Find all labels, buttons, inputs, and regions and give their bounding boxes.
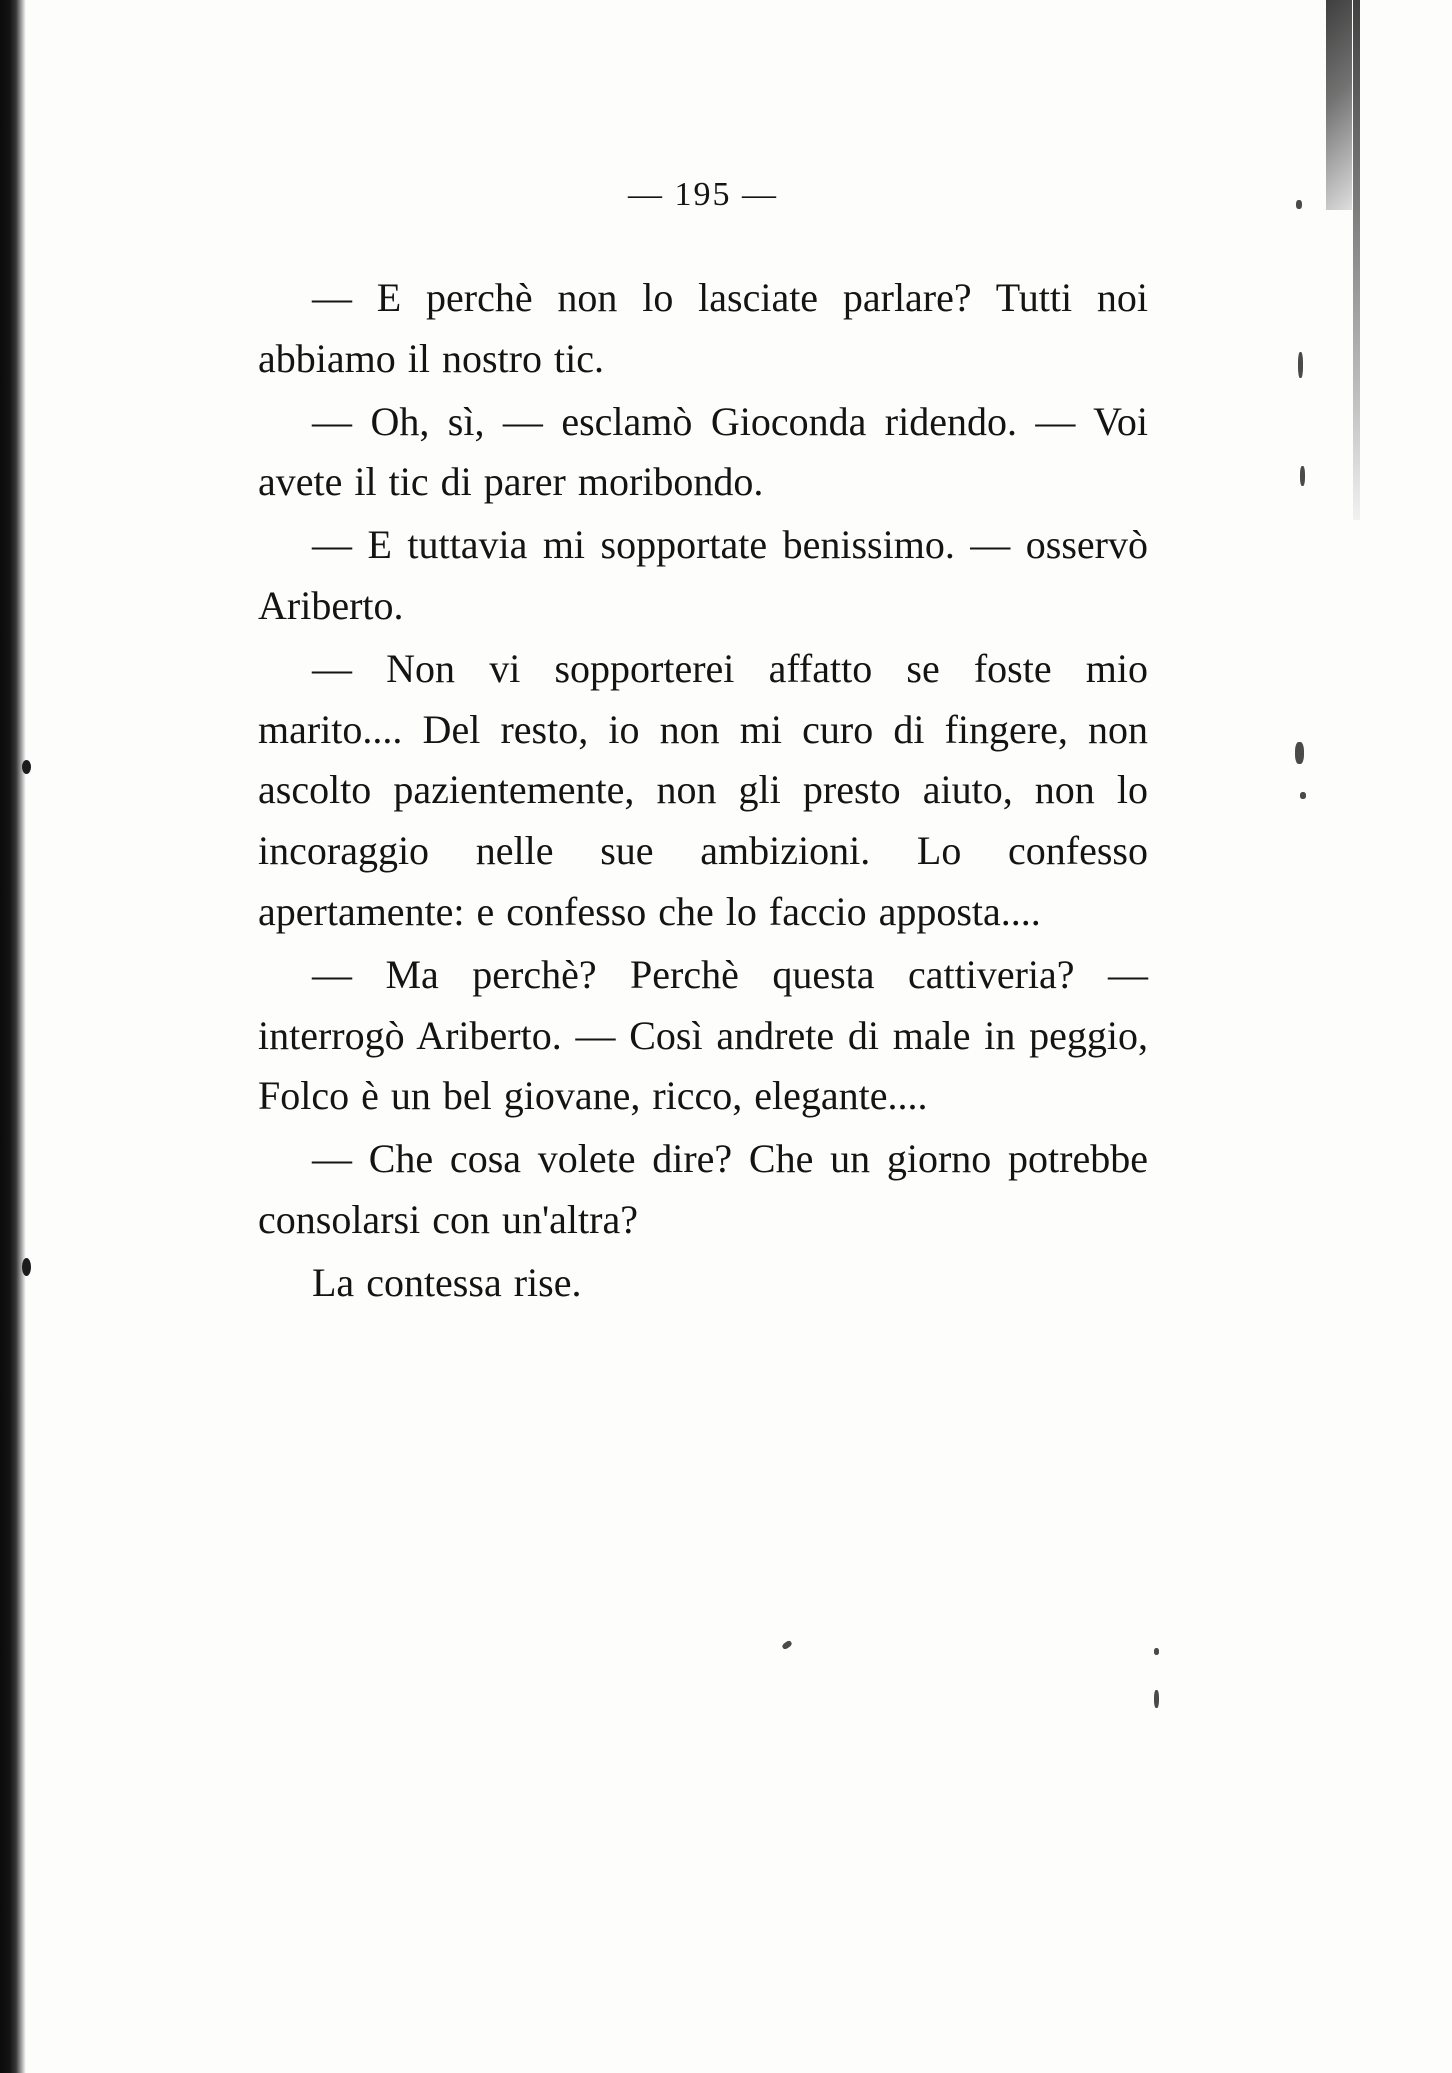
gutter-speck [22,760,31,774]
paragraph: — Oh, sì, — esclamò Gioconda ridendo. — Voi avete il tic di parer moribondo. [258,398,1148,505]
gutter-speck [22,1258,31,1276]
paragraph: — Non vi sopporterei affatto se foste mio marito.... Del resto, io non mi curo di fingere, non ascolto pazientemente, non gli presto aiuto, non lo incoraggio nelle sue ambizioni. Lo confesso apertamente: e confesso che lo faccio apposta.... [258,645,1148,934]
scan-speck [1298,352,1303,378]
scan-speck [1300,792,1306,799]
page-gutter-shadow [0,0,26,2073]
paragraph: — E perchè non lo lasciate parlare? Tutti noi abbiamo il nostro tic. [258,275,1148,381]
scan-speck [1296,200,1302,209]
scan-speck [1154,1690,1159,1708]
page-text-column [258,176,1148,1316]
paragraph: — E tuttavia mi sopportate benissimo. — osservò Ariberto. [258,522,1148,628]
page-number: — 195 — [628,176,778,213]
scan-speck [1154,1648,1159,1655]
scan-edge-artifact [1353,0,1360,520]
paragraph: — Ma perchè? Perchè questa cattiveria? — interrogò Ariberto. — Così andrete di male in peggio, Folco è un bel giovane, ricco, elegante.... [258,951,1148,1119]
scan-speck [1300,466,1305,486]
scan-corner-artifact [1326,0,1352,210]
paragraph: La contessa rise. [312,1259,582,1305]
scan-speck [781,1640,793,1651]
scan-speck [1295,742,1304,764]
paragraph: — Che cosa volete dire? Che un giorno potrebbe consolarsi con un'altra? [258,1136,1148,1242]
